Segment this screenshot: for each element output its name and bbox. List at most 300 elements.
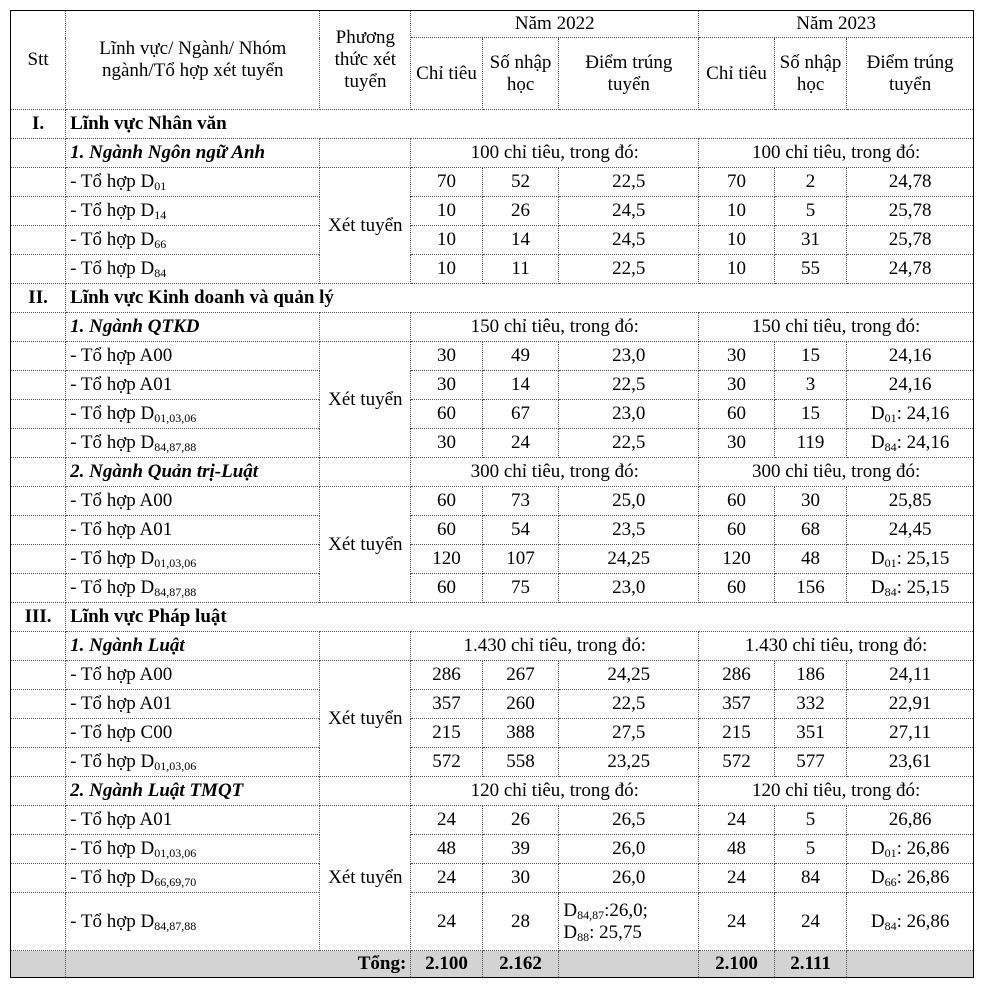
quota-2023: 357: [699, 690, 775, 719]
combination-prefix: - Tổ hợp: [70, 693, 140, 714]
score-2022-line-1: [563, 900, 694, 922]
table-row: [11, 487, 974, 516]
row-stt-empty: [11, 371, 66, 400]
score-2023: [847, 545, 974, 574]
quota-2022: 30: [411, 429, 482, 458]
total-quota-2023: 2.100: [699, 951, 775, 978]
enrolled-2023: 48: [774, 545, 847, 574]
score-2023: 24,78: [847, 168, 974, 197]
total-label: Tổng:: [66, 951, 411, 978]
section-number: III.: [11, 603, 66, 632]
score-2023: 23,61: [847, 748, 974, 777]
quota-2022: 70: [411, 168, 482, 197]
combination-code: A00: [139, 490, 173, 511]
combination-cell: [66, 574, 320, 603]
quota-2022: 24: [411, 893, 482, 951]
section-title: Lĩnh vực Nhân văn: [66, 110, 974, 139]
enrolled-2023: 55: [774, 255, 847, 284]
major-stt-empty: [11, 632, 66, 661]
enrolled-2022: 28: [482, 893, 559, 951]
quota-2022: 60: [411, 400, 482, 429]
table-row: [11, 168, 974, 197]
score-2022: [559, 893, 699, 951]
combination-prefix: - Tổ hợp: [70, 722, 141, 743]
table-row: [11, 893, 974, 951]
score-2022: 22,5: [559, 168, 699, 197]
enrolled-2022: 558: [482, 748, 559, 777]
enrolled-2022: 49: [482, 342, 559, 371]
header-method: Phương thức xét tuyển: [320, 11, 411, 110]
score-value: : 26,86: [896, 867, 950, 888]
quota-2022: 10: [411, 255, 482, 284]
table-row: [11, 545, 974, 574]
quota-2022: 60: [411, 487, 482, 516]
combination-subscript: 84: [154, 266, 167, 280]
combination-prefix: - Tổ hợp: [70, 548, 141, 569]
score-value: : 24,16: [896, 403, 950, 424]
score-subscript: 88: [577, 929, 590, 944]
score-2022: 23,0: [559, 400, 699, 429]
row-stt-empty: [11, 574, 66, 603]
score-base: D: [870, 403, 885, 424]
quota-2023: 30: [699, 371, 775, 400]
method-cell: [320, 168, 411, 284]
header-stt: Stt: [11, 11, 66, 110]
score-value: : 26,86: [896, 838, 950, 859]
major-quota-2022: 100 chỉ tiêu, trong đó:: [411, 139, 699, 168]
enrolled-2022: 24: [482, 429, 559, 458]
quota-2022: 30: [411, 371, 482, 400]
total-stt-empty: [11, 951, 66, 978]
table-row: [11, 429, 974, 458]
enrolled-2023: 5: [774, 806, 847, 835]
combination-code: C00: [140, 722, 173, 743]
combination-cell: [66, 371, 320, 400]
table-row: [11, 719, 974, 748]
score-2023: 22,91: [847, 690, 974, 719]
table-row: [11, 864, 974, 893]
score-base: D: [870, 432, 885, 453]
enrolled-2023: 5: [774, 835, 847, 864]
combination-cell: [66, 690, 320, 719]
quota-2022: 24: [411, 864, 482, 893]
enrolled-2022: 107: [482, 545, 559, 574]
total-enrolled-2023: 2.111: [774, 951, 847, 978]
score-base: D: [563, 921, 578, 943]
enrolled-2023: 84: [774, 864, 847, 893]
quota-2022: 60: [411, 574, 482, 603]
combination-prefix: - Tổ hợp: [70, 432, 141, 453]
quota-2023: 10: [699, 255, 775, 284]
score-2023: 27,11: [847, 719, 974, 748]
combination-base: D: [140, 200, 155, 221]
score-2022: 24,5: [559, 197, 699, 226]
method-cell: [320, 661, 411, 777]
row-stt-empty: [11, 255, 66, 284]
major-method-empty: [320, 313, 411, 342]
combination-subscript: 01,03,06: [154, 411, 197, 425]
score-base: D: [870, 867, 885, 888]
combination-prefix: - Tổ hợp: [70, 838, 141, 859]
header-year-2023: Năm 2023: [699, 11, 974, 38]
row-stt-empty: [11, 864, 66, 893]
quota-2022: 572: [411, 748, 482, 777]
enrolled-2022: 75: [482, 574, 559, 603]
enrolled-2023: 3: [774, 371, 847, 400]
combination-subscript: 01,03,06: [154, 759, 197, 773]
quota-2023: 24: [699, 864, 775, 893]
method-label: Xét tuyển: [328, 388, 403, 410]
section-number: I.: [11, 110, 66, 139]
score-2023: 24,78: [847, 255, 974, 284]
score-2022: 27,5: [559, 719, 699, 748]
total-score-2023-empty: [847, 951, 974, 978]
method-label: Xét tuyển: [328, 533, 403, 555]
section-row: [11, 110, 974, 139]
score-2023: 24,16: [847, 371, 974, 400]
header-year-2022: Năm 2022: [411, 11, 699, 38]
combination-prefix: - Tổ hợp: [70, 171, 141, 192]
combination-cell: [66, 864, 320, 893]
enrolled-2022: 388: [482, 719, 559, 748]
score-2023: 24,16: [847, 342, 974, 371]
combination-prefix: - Tổ hợp: [70, 403, 141, 424]
row-stt-empty: [11, 197, 66, 226]
admission-table: [10, 10, 974, 978]
enrolled-2023: 31: [774, 226, 847, 255]
combination-cell: [66, 400, 320, 429]
combination-prefix: - Tổ hợp: [70, 751, 141, 772]
enrolled-2023: 332: [774, 690, 847, 719]
major-stt-empty: [11, 458, 66, 487]
score-2022: 23,25: [559, 748, 699, 777]
enrolled-2022: 260: [482, 690, 559, 719]
row-stt-empty: [11, 168, 66, 197]
score-2022: 22,5: [559, 690, 699, 719]
enrolled-2022: 14: [482, 226, 559, 255]
enrolled-2022: 67: [482, 400, 559, 429]
combination-cell: [66, 661, 320, 690]
enrolled-2022: 14: [482, 371, 559, 400]
row-stt-empty: [11, 748, 66, 777]
major-stt-empty: [11, 313, 66, 342]
quota-2023: 24: [699, 893, 775, 951]
combination-subscript: 66,69,70: [154, 875, 197, 889]
quota-2023: 10: [699, 197, 775, 226]
section-title: Lĩnh vực Pháp luật: [66, 603, 974, 632]
table-row: [11, 748, 974, 777]
score-subscript: 84: [884, 918, 897, 933]
row-stt-empty: [11, 226, 66, 255]
enrolled-2023: 2: [774, 168, 847, 197]
combination-subscript: 01: [154, 179, 167, 193]
major-quota-2022: 1.430 chỉ tiêu, trong đó:: [411, 632, 699, 661]
header-enrolled-2023: Số nhập học: [774, 38, 847, 110]
combination-prefix: - Tổ hợp: [70, 910, 141, 932]
quota-2023: 572: [699, 748, 775, 777]
major-name: 1. Ngành Ngôn ngữ Anh: [66, 139, 320, 168]
combination-cell: [66, 226, 320, 255]
combination-prefix: - Tổ hợp: [70, 664, 140, 685]
combination-base: D: [140, 432, 155, 453]
combination-subscript: 01,03,06: [154, 846, 197, 860]
major-row: [11, 777, 974, 806]
combination-prefix: - Tổ hợp: [70, 867, 141, 888]
combination-cell: [66, 197, 320, 226]
combination-prefix: - Tổ hợp: [70, 229, 141, 250]
enrolled-2023: 15: [774, 400, 847, 429]
combination-base: D: [140, 229, 155, 250]
combination-subscript: 84,87,88: [154, 585, 197, 599]
combination-cell: [66, 748, 320, 777]
quota-2022: 215: [411, 719, 482, 748]
combination-base: D: [140, 171, 155, 192]
quota-2023: 215: [699, 719, 775, 748]
score-base: D: [563, 899, 578, 921]
score-subscript: 84,87: [577, 907, 605, 922]
score-2023: [847, 835, 974, 864]
score-2022: 24,25: [559, 545, 699, 574]
combination-subscript: 01,03,06: [154, 556, 197, 570]
total-enrolled-2022: 2.162: [482, 951, 559, 978]
combination-code: A01: [139, 374, 173, 395]
score-value: : 26,86: [896, 910, 950, 932]
combination-prefix: - Tổ hợp: [70, 200, 141, 221]
score-2023: 25,78: [847, 197, 974, 226]
enrolled-2023: 351: [774, 719, 847, 748]
row-stt-empty: [11, 690, 66, 719]
total-row: [11, 951, 974, 978]
combination-cell: [66, 487, 320, 516]
enrolled-2022: 54: [482, 516, 559, 545]
score-subscript: 66: [884, 875, 897, 889]
combination-base: D: [140, 838, 155, 859]
row-stt-empty: [11, 806, 66, 835]
major-quota-2023: 100 chỉ tiêu, trong đó:: [699, 139, 974, 168]
table-row: [11, 690, 974, 719]
enrolled-2023: 68: [774, 516, 847, 545]
quota-2023: 286: [699, 661, 775, 690]
row-stt-empty: [11, 342, 66, 371]
quota-2022: 10: [411, 226, 482, 255]
quota-2022: 48: [411, 835, 482, 864]
header-enrolled-2022: Số nhập học: [482, 38, 559, 110]
score-2023: 25,78: [847, 226, 974, 255]
quota-2022: 60: [411, 516, 482, 545]
section-title: Lĩnh vực Kinh doanh và quản lý: [66, 284, 974, 313]
score-value: : 25,15: [896, 548, 950, 569]
quota-2023: 10: [699, 226, 775, 255]
score-value: : 24,16: [896, 432, 950, 453]
table-row: [11, 197, 974, 226]
score-base: D: [870, 910, 885, 932]
table-row: [11, 226, 974, 255]
score-2023: [847, 429, 974, 458]
combination-code: A01: [139, 809, 173, 830]
enrolled-2022: 26: [482, 806, 559, 835]
score-2023: [847, 574, 974, 603]
quota-2023: 60: [699, 487, 775, 516]
header-quota-2022: Chỉ tiêu: [411, 38, 482, 110]
score-2023: [847, 893, 974, 951]
quota-2022: 286: [411, 661, 482, 690]
major-quota-2022: 150 chỉ tiêu, trong đó:: [411, 313, 699, 342]
quota-2023: 70: [699, 168, 775, 197]
combination-cell: [66, 516, 320, 545]
score-base: D: [870, 577, 885, 598]
quota-2023: 30: [699, 429, 775, 458]
score-2023: 24,45: [847, 516, 974, 545]
score-2022: 25,0: [559, 487, 699, 516]
header-score-2023: Điểm trúng tuyển: [847, 38, 974, 110]
table-row: [11, 516, 974, 545]
quota-2022: 30: [411, 342, 482, 371]
score-2022: 24,25: [559, 661, 699, 690]
table-row: [11, 255, 974, 284]
major-name: 1. Ngành QTKD: [66, 313, 320, 342]
combination-prefix: - Tổ hợp: [70, 345, 140, 366]
enrolled-2023: 119: [774, 429, 847, 458]
row-stt-empty: [11, 719, 66, 748]
combination-subscript: 84,87,88: [154, 918, 197, 933]
combination-cell: [66, 255, 320, 284]
score-subscript: 84: [884, 440, 897, 454]
score-2022: 24,5: [559, 226, 699, 255]
table-row: [11, 574, 974, 603]
row-stt-empty: [11, 545, 66, 574]
combination-base: D: [140, 577, 155, 598]
header-score-2022: Điểm trúng tuyển: [559, 38, 699, 110]
table-row: [11, 342, 974, 371]
score-subscript: 01: [884, 846, 897, 860]
score-2022: 26,0: [559, 864, 699, 893]
enrolled-2022: 26: [482, 197, 559, 226]
section-row: [11, 284, 974, 313]
combination-subscript: 66: [154, 237, 167, 251]
combination-code: A01: [139, 519, 173, 540]
row-stt-empty: [11, 893, 66, 951]
row-stt-empty: [11, 400, 66, 429]
method-cell: [320, 806, 411, 951]
score-2022: 22,5: [559, 371, 699, 400]
combination-base: D: [140, 548, 155, 569]
method-label: Xét tuyển: [328, 707, 403, 729]
score-2022: 23,5: [559, 516, 699, 545]
score-2023: 26,86: [847, 806, 974, 835]
major-quota-2022: 120 chỉ tiêu, trong đó:: [411, 777, 699, 806]
quota-2022: 357: [411, 690, 482, 719]
quota-2022: 10: [411, 197, 482, 226]
row-stt-empty: [11, 487, 66, 516]
score-2022: 26,0: [559, 835, 699, 864]
major-quota-2023: 120 chỉ tiêu, trong đó:: [699, 777, 974, 806]
total-quota-2022: 2.100: [411, 951, 482, 978]
quota-2023: 24: [699, 806, 775, 835]
major-row: [11, 458, 974, 487]
quota-2022: 120: [411, 545, 482, 574]
row-stt-empty: [11, 516, 66, 545]
enrolled-2022: 73: [482, 487, 559, 516]
combination-cell: [66, 545, 320, 574]
major-row: [11, 632, 974, 661]
enrolled-2023: 5: [774, 197, 847, 226]
table-row: [11, 371, 974, 400]
enrolled-2022: 30: [482, 864, 559, 893]
enrolled-2023: 186: [774, 661, 847, 690]
score-subscript: 01: [884, 411, 897, 425]
enrolled-2022: 39: [482, 835, 559, 864]
major-name: 2. Ngành Quản trị-Luật: [66, 458, 320, 487]
combination-cell: [66, 806, 320, 835]
combination-prefix: - Tổ hợp: [70, 258, 141, 279]
section-row: [11, 603, 974, 632]
method-cell: [320, 487, 411, 603]
score-base: D: [870, 838, 885, 859]
score-2022: 22,5: [559, 255, 699, 284]
major-method-empty: [320, 458, 411, 487]
enrolled-2022: 11: [482, 255, 559, 284]
method-label: Xét tuyển: [328, 867, 403, 888]
combination-code: A00: [139, 664, 173, 685]
combination-cell: [66, 429, 320, 458]
combination-base: D: [140, 751, 155, 772]
quota-2023: 60: [699, 574, 775, 603]
combination-code: A01: [139, 693, 173, 714]
combination-cell: [66, 168, 320, 197]
header-row-1: [11, 11, 974, 38]
method-label: Xét tuyển: [328, 214, 403, 236]
major-row: [11, 313, 974, 342]
enrolled-2023: 577: [774, 748, 847, 777]
score-value: : 25,75: [589, 921, 642, 943]
combination-base: D: [140, 258, 155, 279]
score-2023: 24,11: [847, 661, 974, 690]
score-2022: 23,0: [559, 574, 699, 603]
score-2023: [847, 864, 974, 893]
table-row: [11, 806, 974, 835]
major-quota-2022: 300 chỉ tiêu, trong đó:: [411, 458, 699, 487]
combination-cell: [66, 893, 320, 951]
score-value: :26,0;: [604, 899, 648, 921]
header-field: Lĩnh vực/ Ngành/ Nhóm ngành/Tổ hợp xét tuyển: [66, 11, 320, 110]
enrolled-2023: 156: [774, 574, 847, 603]
enrolled-2022: 267: [482, 661, 559, 690]
combination-prefix: - Tổ hợp: [70, 374, 140, 395]
enrolled-2023: 30: [774, 487, 847, 516]
major-method-empty: [320, 139, 411, 168]
combination-cell: [66, 719, 320, 748]
row-stt-empty: [11, 429, 66, 458]
score-base: D: [870, 548, 885, 569]
major-name: 1. Ngành Luật: [66, 632, 320, 661]
quota-2023: 48: [699, 835, 775, 864]
quota-2023: 60: [699, 516, 775, 545]
score-2022: 23,0: [559, 342, 699, 371]
combination-cell: [66, 835, 320, 864]
major-row: [11, 139, 974, 168]
score-2022: 22,5: [559, 429, 699, 458]
score-subscript: 84: [884, 585, 897, 599]
combination-prefix: - Tổ hợp: [70, 809, 140, 830]
major-quota-2023: 300 chỉ tiêu, trong đó:: [699, 458, 974, 487]
score-value: : 25,15: [896, 577, 950, 598]
row-stt-empty: [11, 835, 66, 864]
row-stt-empty: [11, 661, 66, 690]
combination-code: A00: [139, 345, 173, 366]
table-row: [11, 400, 974, 429]
major-name: 2. Ngành Luật TMQT: [66, 777, 320, 806]
score-2023: 25,85: [847, 487, 974, 516]
